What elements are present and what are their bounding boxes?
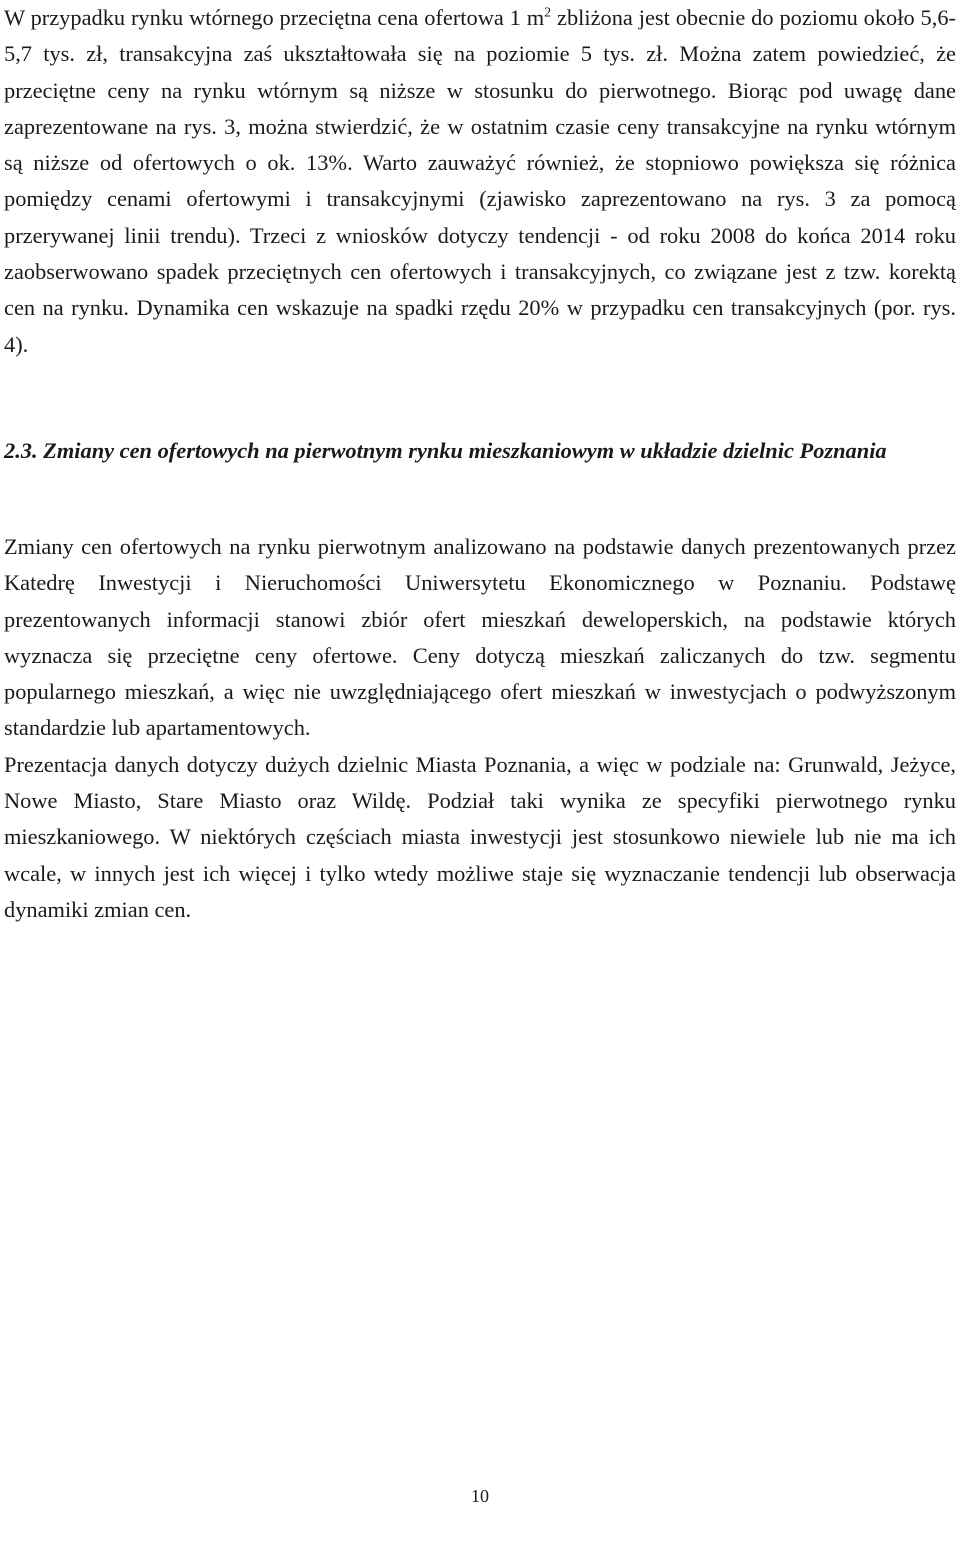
page-number: 10 <box>471 1486 489 1506</box>
section-body <box>4 529 956 928</box>
paragraph-primary-market-source: Zmiany cen ofertowych na rynku pierwotnym analizowano na podstawie danych prezentowanych przez Katedrę Inwestycji i Nieruchomości Uniwersytetu Ekonomicznego w Poznaniu. Podstawę prezentowanych informacji stanowi zbiór ofert mieszkań deweloperskich, na podstawie których wyznacza się przeciętne ceny ofertowe. Ceny dotyczą mieszkań zaliczanych do tzw. segmentu popularnego mieszkań, a więc nie uwzględniającego ofert mieszkań w inwestycjach o podwyższonym standardzie lub apartamentowych. <box>4 534 956 741</box>
superscript-square: 2 <box>544 5 552 21</box>
paragraph-text-rest: zbliżona jest obecnie do poziomu około 5,6-5,7 tys. zł, transakcyjna zaś ukształtowała się na poziomie 5 tys. zł. Można zatem powiedzieć, że przeciętne ceny na rynku wtórnym są niższe w stosunku do pierwotnego. Biorąc pod uwagę dane zaprezentowane na rys. 3, można stwierdzić, że w ostatnim czasie ceny transakcyjne na rynku wtórnym są niższe od ofertowych o ok. 13%. Warto zauważyć również, że stopniowo powiększa się różnica pomiędzy cenami ofertowymi i transakcyjnymi (zjawisko zaprezentowano na rys. 3 za pomocą przerywanej linii trendu). Trzeci z wniosków dotyczy tendencji - od roku 2008 do końca 2014 roku zaobserwowano spadek przeciętnych cen ofertowych i transakcyjnych, co związane jest z tzw. korektą cen na rynku. Dynamika cen wskazuje na spadki rzędu 20% w przypadku cen transakcyjnych (por. rys. 4). <box>4 5 956 357</box>
section-heading: 2.3. Zmiany cen ofertowych na pierwotnym rynku mieszkaniowym w układzie dzielnic Poznania <box>4 438 887 463</box>
paragraph-districts: Prezentacja danych dotyczy dużych dzielnic Miasta Poznania, a więc w podziale na: Grunwald, Jeżyce, Nowe Miasto, Stare Miasto oraz Wildę. Podział taki wynika ze specyfiki pierwotnego rynku mieszkaniowego. W niektórych częściach miasta inwestycji jest stosunkowo niewiele lub nie ma ich wcale, w innych jest ich więcej i tylko wtedy możliwe staje się wyznaczanie tendencji lub obserwacja dynamiki zmian cen. <box>4 751 956 922</box>
document-page <box>4 0 956 363</box>
paragraph-text-start: W przypadku rynku wtórnego przeciętna cena ofertowa 1 m <box>4 5 545 30</box>
paragraph-secondary-market <box>4 0 956 363</box>
